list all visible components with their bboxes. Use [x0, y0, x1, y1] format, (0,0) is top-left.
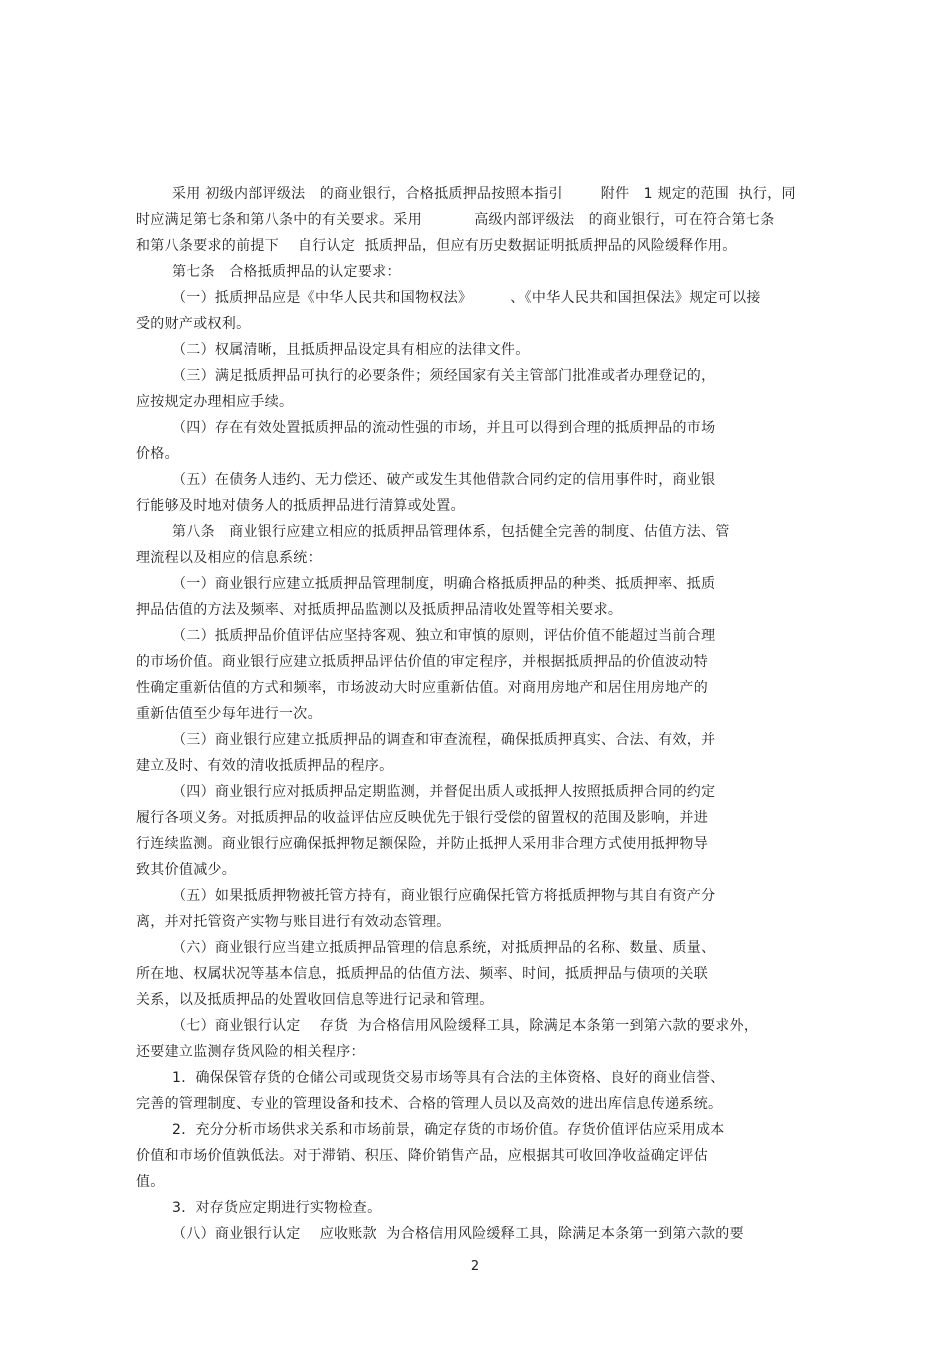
text-line: （六）商业银行应当建立抵质押品管理的信息系统，对抵质押品的名称、数量、质量、 [172, 940, 716, 956]
text-line: （三）商业银行应建立抵质押品的调查和审查流程，确保抵质押真实、合法、有效，并 [172, 732, 716, 748]
text-line: （一）抵质押品应是《中华人民共和国物权法》 、《中华人民共和国担保法》规定可以接 [172, 290, 761, 306]
text-line: 所在地、权属状况等基本信息，抵质押品的估值方法、频率、时间，抵质押品与债项的关联 [136, 966, 708, 982]
text-line: 值。 [136, 1174, 165, 1190]
text-line: 2．充分分析市场供求关系和市场前景，确定存货的市场价值。存货价值评估应采用成本 [172, 1122, 725, 1138]
text-line: （五）如果抵质押物被托管方持有，商业银行应确保托管方将抵质押物与其自有资产分 [172, 888, 716, 904]
text-line: 性确定重新估值的方式和频率，市场波动大时应重新估值。对商用房地产和居住用房地产的 [136, 680, 708, 696]
text-line: 时应满足第七条和第八条中的有关要求。采用 高级内部评级法 的商业银行，可在符合第七条 [136, 212, 775, 228]
text-line: 行能够及时地对债务人的抵质押品进行清算或处置。 [136, 498, 465, 514]
text-line: 履行各项义务。对抵质押品的收益评估应反映优先于银行受偿的留置权的范围及影响，并进 [136, 810, 708, 826]
text-line: 行连续监测。商业银行应确保抵押物足额保险，并防止抵押人采用非合理方式使用抵押物导 [136, 836, 708, 852]
text-line: 第八条 商业银行应建立相应的抵质押品管理体系，包括健全完善的制度、估值方法、管 [172, 524, 730, 540]
text-line: 致其价值减少。 [136, 862, 237, 878]
text-line: 应按规定办理相应手续。 [136, 394, 294, 410]
text-line: 3．对存货应定期进行实物检查。 [172, 1200, 382, 1216]
text-line: （三）满足抵质押品可执行的必要条件；须经国家有关主管部门批准或者办理登记的， [172, 368, 716, 384]
text-line: （一）商业银行应建立抵质押品管理制度，明确合格抵质押品的种类、抵质押率、抵质 [172, 576, 716, 592]
text-line: 价值和市场价值孰低法。对于滞销、积压、降价销售产品，应根据其可收回净收益确定评估 [136, 1148, 708, 1164]
text-line: 1．确保保管存货的仓储公司或现货交易市场等具有合法的主体资格、良好的商业信誉、 [172, 1070, 725, 1086]
text-line: 押品估值的方法及频率、对抵质押品监测以及抵质押品清收处置等相关要求。 [136, 602, 623, 618]
text-line: （四）商业银行应对抵质押品定期监测，并督促出质人或抵押人按照抵质押合同的约定 [172, 784, 716, 800]
text-line: （二）权属清晰，且抵质押品设定具有相应的法律文件。 [172, 342, 530, 358]
text-line: （八）商业银行认定 应收账款 为合格信用风险缓释工具，除满足本条第一到第六款的要 [172, 1226, 744, 1242]
page-number: 2 [470, 1259, 480, 1274]
text-line: 采用 初级内部评级法 的商业银行，合格抵质押品按照本指引 附件 1 规定的范围 执行，同 [172, 186, 796, 202]
text-line: 和第八条要求的前提下 自行认定 抵质押品，但应有历史数据证明抵质押品的风险缓释作用。 [136, 238, 737, 254]
text-line: 第七条 合格抵质押品的认定要求： [172, 264, 401, 280]
text-line: （四）存在有效处置抵质押品的流动性强的市场，并且可以得到合理的抵质押品的市场 [172, 420, 716, 436]
text-line: 建立及时、有效的清收抵质押品的程序。 [136, 758, 394, 774]
text-line: 关系，以及抵质押品的处置收回信息等进行记录和管理。 [136, 992, 494, 1008]
text-line: 重新估值至少每年进行一次。 [136, 706, 322, 722]
text-line: （五）在债务人违约、无力偿还、破产或发生其他借款合同约定的信用事件时，商业银 [172, 472, 716, 488]
text-line: 理流程以及相应的信息系统： [136, 550, 322, 566]
text-line: （七）商业银行认定 存货 为合格信用风险缓释工具，除满足本条第一到第六款的要求外， [172, 1018, 759, 1034]
text-line: 完善的管理制度、专业的管理设备和技术、合格的管理人员以及高效的进出库信息传递系统。 [136, 1096, 723, 1112]
text-line: 的市场价值。商业银行应建立抵质押品评估价值的审定程序，并根据抵质押品的价值波动特 [136, 654, 708, 670]
text-line: 离，并对托管资产实物与账目进行有效动态管理。 [136, 914, 451, 930]
text-line: 价格。 [136, 446, 179, 462]
text-line: 受的财产或权利。 [136, 316, 251, 332]
text-line: （二）抵质押品价值评估应坚持客观、独立和审慎的原则，评估价值不能超过当前合理 [172, 628, 716, 644]
text-line: 还要建立监测存货风险的相关程序： [136, 1044, 365, 1060]
